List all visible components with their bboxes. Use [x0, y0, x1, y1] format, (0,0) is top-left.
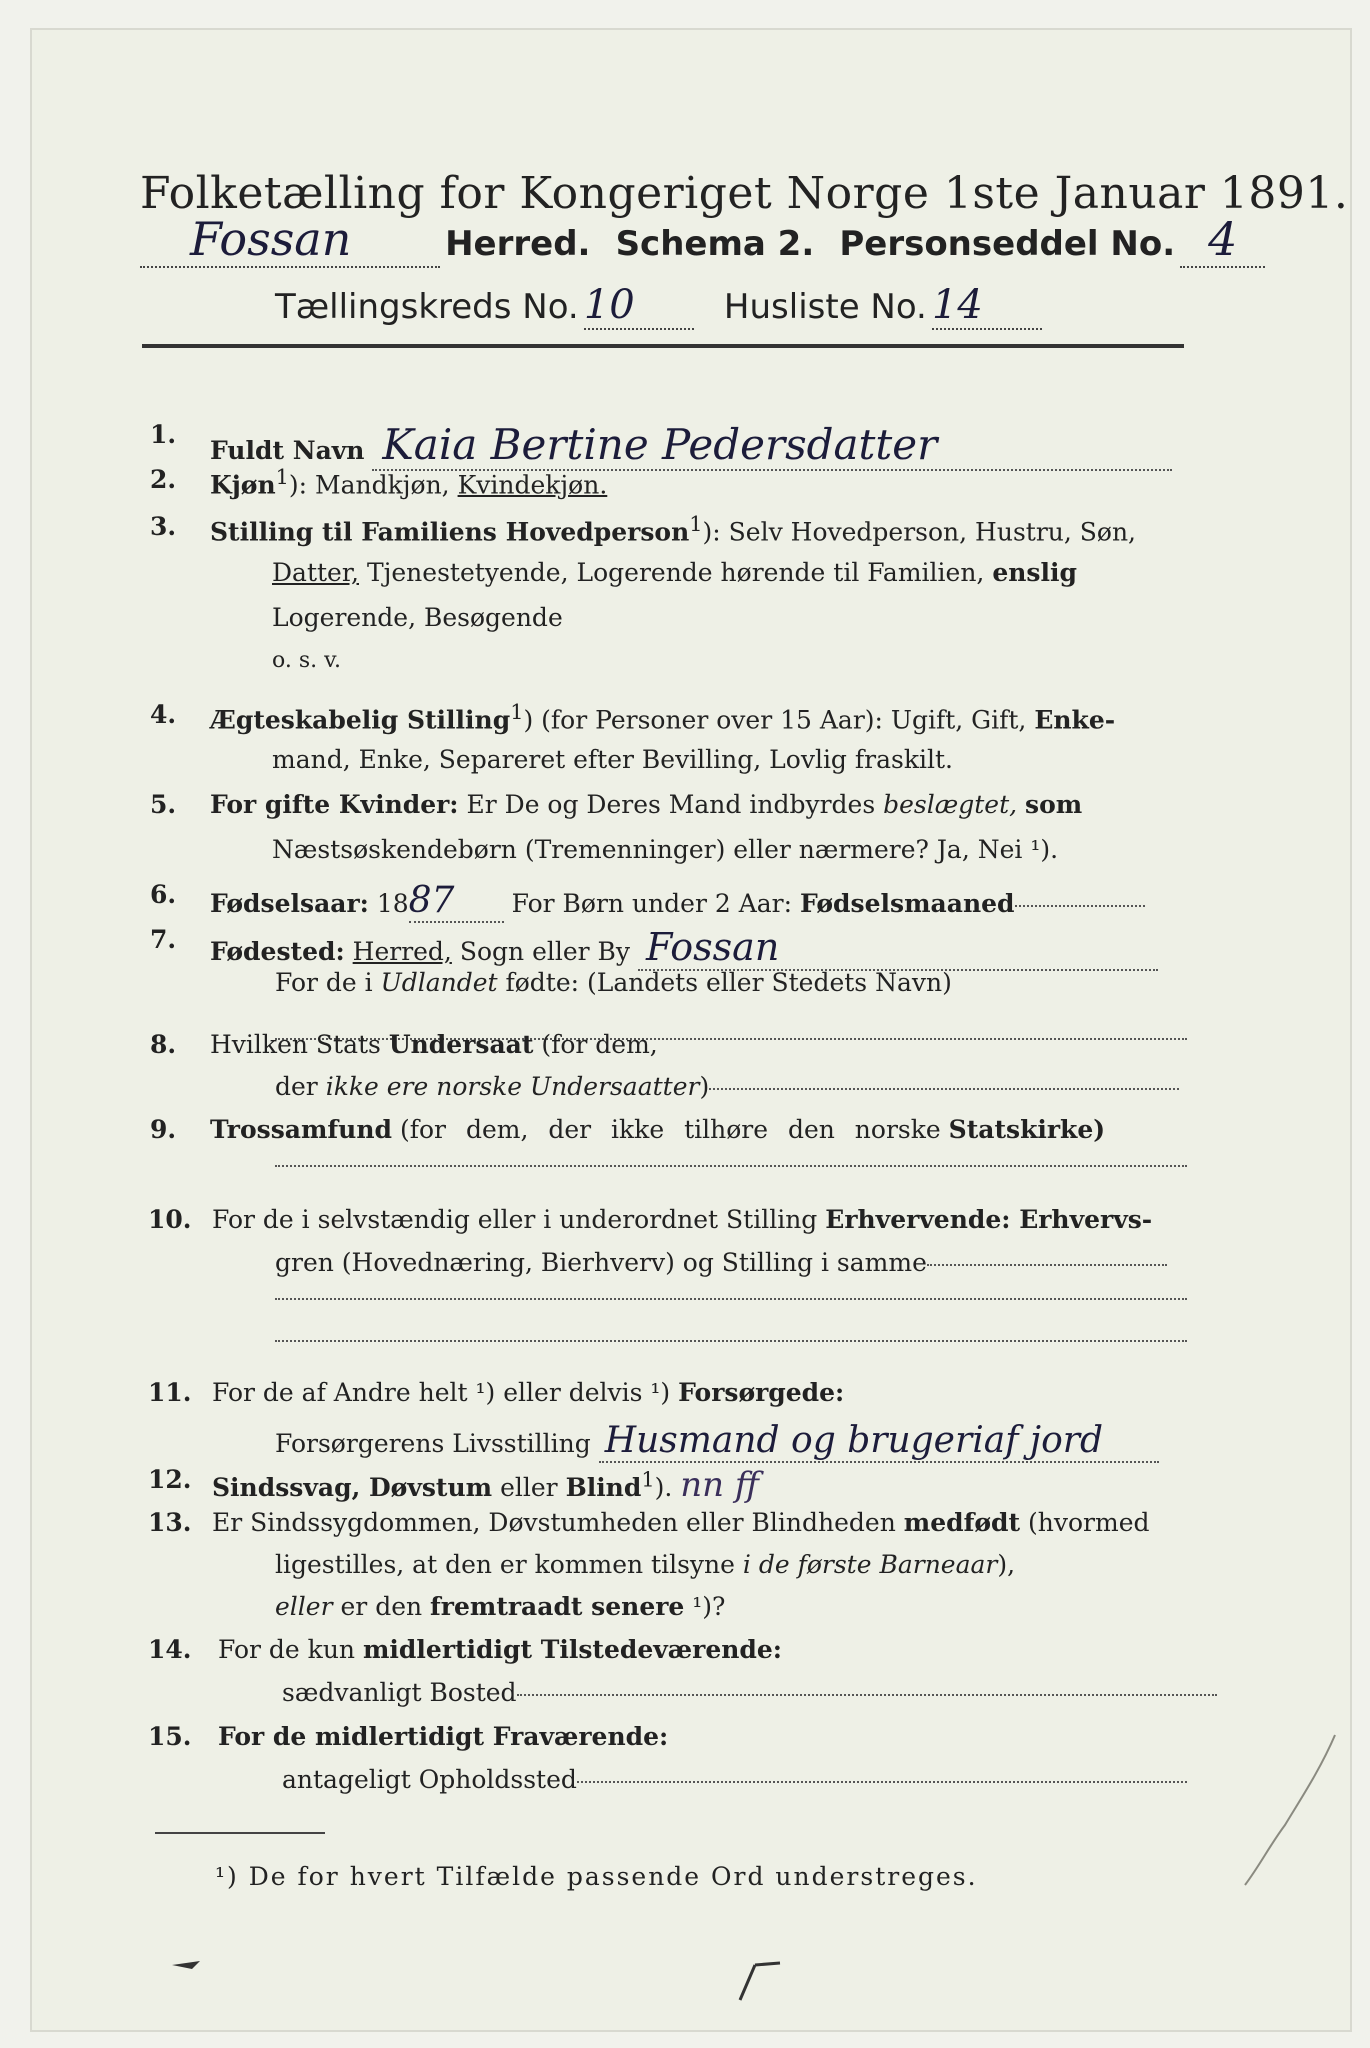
footnote-rule	[155, 1832, 325, 1834]
married-women-bold: som	[1025, 790, 1083, 819]
abroad-text: For de i	[275, 968, 373, 997]
birth-year-prefix: 18	[376, 889, 409, 918]
item-2	[210, 465, 607, 499]
footnote: ¹) De for hvert Tilfælde passende Ord understreges.	[215, 1862, 978, 1891]
provider-answer: Husmand og brugeriaf jord	[599, 1420, 1159, 1463]
later-bold: fremtraadt senere	[430, 1592, 685, 1621]
occupation-bold: Erhvervende: Erhvervs-	[825, 1205, 1153, 1234]
item-number: 1.	[150, 420, 177, 449]
dotted-line	[275, 1298, 1187, 1300]
item-13-line3	[275, 1592, 725, 1621]
husliste-label: Husliste No.	[723, 287, 927, 327]
marital-options: ) (for Personer over 15 Aar): Ugift, Gift,	[523, 705, 1027, 735]
item-13	[212, 1508, 1150, 1537]
herred-line	[140, 212, 1265, 268]
item-11-line2	[275, 1420, 1159, 1463]
family-position-bold: enslig	[992, 558, 1077, 587]
subjects-close: )	[699, 1072, 710, 1101]
page-title: Folketælling for Kongeriget Norge 1ste Januar 1891.	[140, 168, 1349, 219]
item-3-line3: Logerende, Besøgende	[272, 603, 563, 632]
childhood-text: ligestilles, at den er kommen tilsyne	[275, 1550, 735, 1579]
disability-text: eller	[500, 1473, 558, 1502]
item-3-line2	[272, 558, 1077, 587]
item-7-line2	[275, 968, 952, 997]
item-3: Stilling til Familiens Hovedperson$^1$): Selv Hovedperson, Hustru, Søn,	[210, 512, 1137, 547]
husliste-value: 14	[932, 282, 1042, 330]
childhood-end: ),	[997, 1550, 1016, 1579]
personseddel-value: 4	[1180, 212, 1265, 268]
herred-label: Herred.	[445, 224, 591, 264]
support-text: For de af Andre helt ¹) eller delvis ¹)	[212, 1378, 671, 1407]
disability-end: ).	[654, 1473, 673, 1502]
absent-label: For de midlertidigt Fraværende:	[218, 1722, 669, 1751]
paper-crease	[1240, 1730, 1340, 1890]
item-number: 14.	[148, 1635, 192, 1664]
item-11	[212, 1378, 844, 1407]
taellingskreds-label: Tællingskreds No.	[275, 287, 579, 327]
nationality-text-2: (for dem,	[541, 1030, 658, 1059]
footnote-marker: 1	[275, 465, 289, 489]
item-number: 6.	[150, 880, 177, 909]
item-5	[210, 790, 1082, 819]
abroad-italic: Udlandet	[380, 968, 498, 997]
taellingskreds-value: 10	[584, 282, 694, 330]
later-end: ¹)?	[692, 1592, 726, 1621]
birth-month-text: For Børn under 2 Aar:	[511, 889, 793, 918]
temporary-label: midlertidigt Tilstedeværende:	[362, 1635, 783, 1664]
item-14	[218, 1635, 782, 1664]
family-position-options: ): Selv Hovedperson, Hustru, Søn,	[702, 517, 1137, 547]
item-14-line2	[282, 1678, 1217, 1707]
item-4: Ægteskabelig Stilling$^1$) (for Personer over 15 Aar): Ugift, Gift, Enke-	[210, 700, 1116, 735]
congenital-bold: medfødt	[903, 1508, 1021, 1537]
item-number: 2.	[150, 465, 177, 494]
item-number: 4.	[150, 700, 177, 729]
birth-year-label: Fødselsaar:	[210, 889, 369, 918]
item-12: Sindssvag, Døvstum eller Blind$^1$). nn ff	[212, 1465, 759, 1505]
temporary-text: For de kun	[218, 1635, 356, 1664]
item-10	[212, 1205, 1152, 1234]
religion-bold: Statskirke)	[948, 1115, 1106, 1144]
nationality-text: Hvilken Stats	[210, 1030, 381, 1059]
birthplace-answer: Fossan	[638, 925, 1158, 971]
gender-options: ): Mandkjøn,	[288, 470, 450, 500]
married-women-label: For gifte Kvinder:	[210, 790, 459, 819]
birthplace-options: Sogn eller By	[459, 937, 631, 966]
item-15	[218, 1722, 668, 1751]
item-1	[210, 420, 1172, 471]
usual-residence-label: sædvanligt Bosted	[282, 1678, 517, 1707]
item-number: 10.	[148, 1205, 192, 1234]
abroad-text-2: fødte: (Landets eller Stedets Navn)	[505, 968, 952, 997]
occupation-text-2: gren (Hovednæring, Bierhverv) og Stilling i samme	[275, 1248, 927, 1277]
personseddel-label: Personseddel No.	[839, 224, 1176, 264]
gender-selected: Kvindekjøn.	[457, 470, 608, 500]
item-number: 3.	[150, 512, 177, 541]
religion-label: Trossamfund	[210, 1115, 393, 1144]
disability-label: Sindssvag, Døvstum	[212, 1473, 493, 1502]
subjects-italic: ikke ere norske Undersaatter	[325, 1072, 700, 1101]
item-8	[210, 1030, 658, 1059]
item-number: 11.	[148, 1378, 192, 1407]
item-number: 5.	[150, 790, 177, 819]
kreds-line	[275, 282, 1042, 330]
childhood-italic: i de første Barneaar	[742, 1550, 998, 1579]
item-7	[210, 925, 1158, 971]
item-13-line2	[275, 1550, 1015, 1579]
herred-value: Fossan	[140, 212, 440, 268]
support-bold: Forsørgede:	[678, 1378, 845, 1407]
married-women-italic: beslægtet,	[883, 790, 1018, 819]
item-9	[210, 1115, 1105, 1144]
birth-year-answer: 87	[409, 880, 504, 923]
subjects-text: der	[275, 1072, 318, 1101]
ink-mark	[170, 1955, 210, 1975]
married-women-question: Er De og Deres Mand indbyrdes	[466, 790, 876, 819]
item-15-line2	[282, 1765, 1187, 1794]
item-number: 13.	[148, 1508, 192, 1537]
item-4-line2: mand, Enke, Separeret efter Bevilling, Lovlig fraskilt.	[272, 745, 953, 774]
birthplace-selected: Herred,	[352, 937, 452, 966]
religion-text: (for dem, der ikke tilhøre den norske	[399, 1115, 941, 1144]
family-position-label: Stilling til Familiens Hovedperson	[210, 517, 690, 547]
item-number: 8.	[150, 1030, 177, 1059]
later-italic: eller	[275, 1592, 333, 1621]
item-number: 7.	[150, 925, 177, 954]
full-name-label: Fuldt Navn	[210, 436, 365, 465]
disability-answer: nn ff	[680, 1465, 759, 1505]
provider-label: Forsørgerens Livsstilling	[275, 1429, 591, 1458]
marital-label: Ægteskabelig Stilling	[210, 705, 511, 735]
family-position-options-2: Tjenestetyende, Logerende hørende til Familien,	[366, 558, 985, 587]
item-number: 12.	[148, 1465, 192, 1494]
full-name-answer: Kaia Bertine Pedersdatter	[372, 420, 1172, 471]
item-6	[210, 880, 1145, 923]
schema-label: Schema 2.	[615, 224, 815, 264]
item-3-line4: o. s. v.	[272, 648, 341, 673]
item-8-line2	[275, 1072, 1179, 1101]
ink-mark	[735, 1955, 785, 2005]
probable-residence-label: antageligt Opholdssted	[282, 1765, 577, 1794]
blind-label: Blind	[565, 1473, 642, 1502]
item-number: 9.	[150, 1115, 177, 1144]
header-rule	[142, 344, 1184, 348]
dotted-line	[275, 1165, 1187, 1167]
congenital-text: Er Sindssygdommen, Døvstumheden eller Blindheden	[212, 1508, 896, 1537]
item-10-line2	[275, 1248, 1167, 1277]
family-position-selected: Datter,	[272, 558, 359, 587]
gender-label: Kjøn	[210, 470, 276, 500]
dotted-line	[275, 1340, 1187, 1342]
birthplace-label: Fødested:	[210, 937, 345, 966]
marital-bold: Enke-	[1034, 705, 1116, 735]
birth-month-label: Fødselsmaaned	[800, 889, 1015, 918]
later-text: er den	[340, 1592, 423, 1621]
item-5-line2: Næstsøskendebørn (Tremenninger) eller nærmere? Ja, Nei ¹).	[272, 835, 1059, 864]
occupation-text: For de i selvstændig eller i underordnet Stilling	[212, 1205, 818, 1234]
nationality-label: Undersaat	[388, 1030, 534, 1059]
congenital-text-2: (hvormed	[1028, 1508, 1150, 1537]
item-number: 15.	[148, 1722, 192, 1751]
